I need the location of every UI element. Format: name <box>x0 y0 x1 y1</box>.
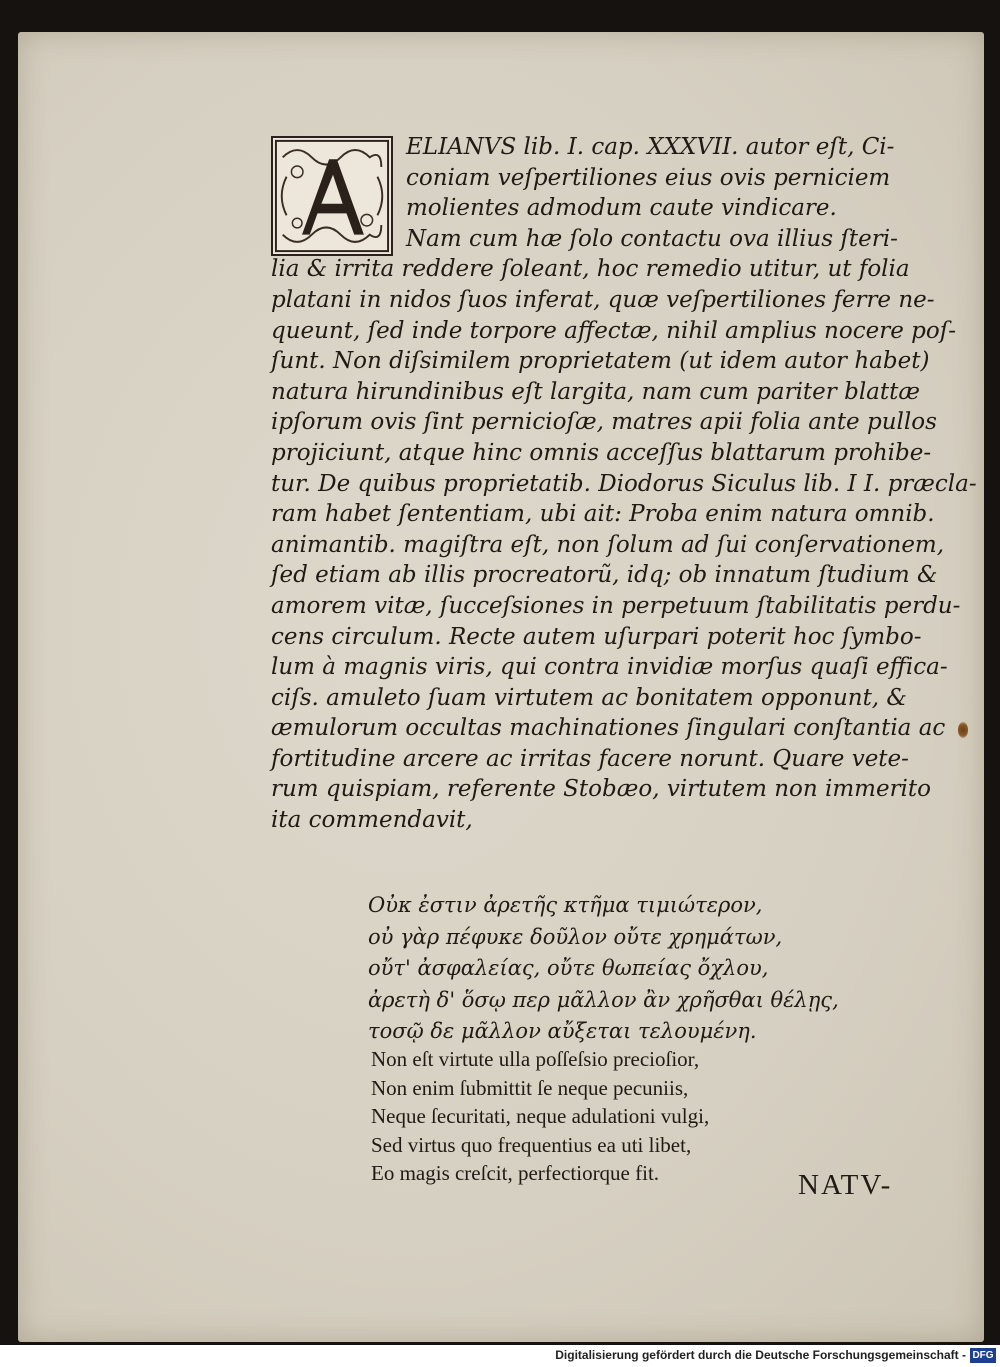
prose-line: Nam cum hæ ſolo contactu ova illius ſteri- <box>406 225 898 252</box>
book-page <box>18 32 984 1342</box>
prose-line: lia & irrita reddere ſoleant, hoc remedio utitur, ut folia <box>271 256 910 283</box>
latin-verse-line: Non enim ſubmittit ſe neque pecuniis, <box>371 1075 689 1100</box>
latin-verse-line: Neque ſecuritati, neque adulationi vulgi, <box>371 1104 710 1128</box>
greek-verse <box>368 890 868 1048</box>
prose-line: æmulorum occultas machinationes ſingulari conſtantia ac <box>271 715 946 742</box>
prose-line: molientes admodum caute vindicare. <box>406 195 837 222</box>
prose-line: ſed etiam ab illis procreatorũ, idq; ob innatum ſtudium & <box>271 562 938 589</box>
prose-line: tur. De quibus proprietatib. Diodorus Siculus lib. I I. præcla- <box>271 470 977 497</box>
prose-line: platani in nidos ſuos inferat, quæ veſpertiliones ferre ne- <box>271 286 935 313</box>
prose-line: queunt, ſed inde torpore affectæ, nihil amplius nocere poſ- <box>271 317 956 344</box>
paper-stain <box>958 722 968 738</box>
latin-verse-line: Non eſt virtute ulla poſſeſsio precioſior, <box>371 1047 700 1071</box>
prose-line: coniam veſpertiliones eius ovis perniciem <box>406 164 891 191</box>
greek-verse-line: τοσῷ δε μᾶλλον αὔξεται τελουμένη. <box>368 1019 757 1043</box>
latin-verse-line: Sed virtus quo frequentius ea uti libet, <box>371 1132 692 1157</box>
prose-line: ſunt. Non diſsimilem proprietatem (ut idem autor habet) <box>271 348 930 375</box>
prose-line: projiciunt, atque hinc omnis acceſſus blattarum prohibe- <box>271 439 932 466</box>
dfg-logo-icon: DFG <box>970 1348 996 1363</box>
prose-line: fortitudine arcere ac irritas facere norunt. Quare vete- <box>271 745 909 772</box>
greek-verse-line: ἀρετὴ δ' ὅσῳ περ μᾶλλον ἂν χρῆσθαι θέλῃς, <box>368 987 839 1012</box>
catchword: NATV- <box>798 1169 893 1201</box>
prose-line: amorem vitæ, ſucceſsiones in perpetuum ſtabilitatis perdu- <box>271 592 961 619</box>
footer-credit: Digitalisierung gefördert durch die Deutsche Forschungsgemeinschaft - <box>555 1348 966 1362</box>
prose-line: ram habet ſententiam, ubi ait: Proba enim natura omnib. <box>271 501 935 528</box>
latin-verse-line: Eo magis creſcit, perfectiorque fit. <box>371 1161 660 1185</box>
prose-line: ciſs. amuleto ſuam virtutem ac bonitatem opponunt, & <box>271 684 907 711</box>
greek-verse-line: οὔτ' ἀσφαλείας, οὔτε θωπείας ὄχλου, <box>368 956 769 980</box>
prose-line: ipſorum ovis ſint pernicioſæ, matres apii folia ante pullos <box>271 409 937 436</box>
greek-verse-line: οὐ γὰρ πέφυκε δοῦλον οὔτε χρημάτων, <box>368 924 783 949</box>
prose-line: rum quispiam, referente Stobæo, virtutem non immerito <box>271 776 932 803</box>
footer-bar <box>0 1345 1000 1367</box>
prose-line: animantib. magiſtra eſt, non ſolum ad ſui conſervationem, <box>271 531 945 558</box>
prose-line: ELIANVS lib. I. cap. XXXVII. autor eſt, Ci- <box>406 134 895 160</box>
prose-text <box>271 132 977 836</box>
latin-verse <box>371 1045 871 1188</box>
decorated-initial-a-icon <box>271 136 393 256</box>
prose-line: cens circulum. Recte autem uſurpari poterit hoc ſymbo- <box>271 623 922 650</box>
prose-line: lum à magnis viris, qui contra invidiæ morſus quaſi effica- <box>271 654 948 681</box>
prose-line: natura hirundinibus eſt largita, nam cum pariter blattæ <box>271 378 920 405</box>
prose-line: ita commendavit, <box>271 807 473 834</box>
greek-verse-line: Οὐκ ἐστιν ἀρετῆς κτῆμα τιμιώτερον, <box>368 893 763 917</box>
